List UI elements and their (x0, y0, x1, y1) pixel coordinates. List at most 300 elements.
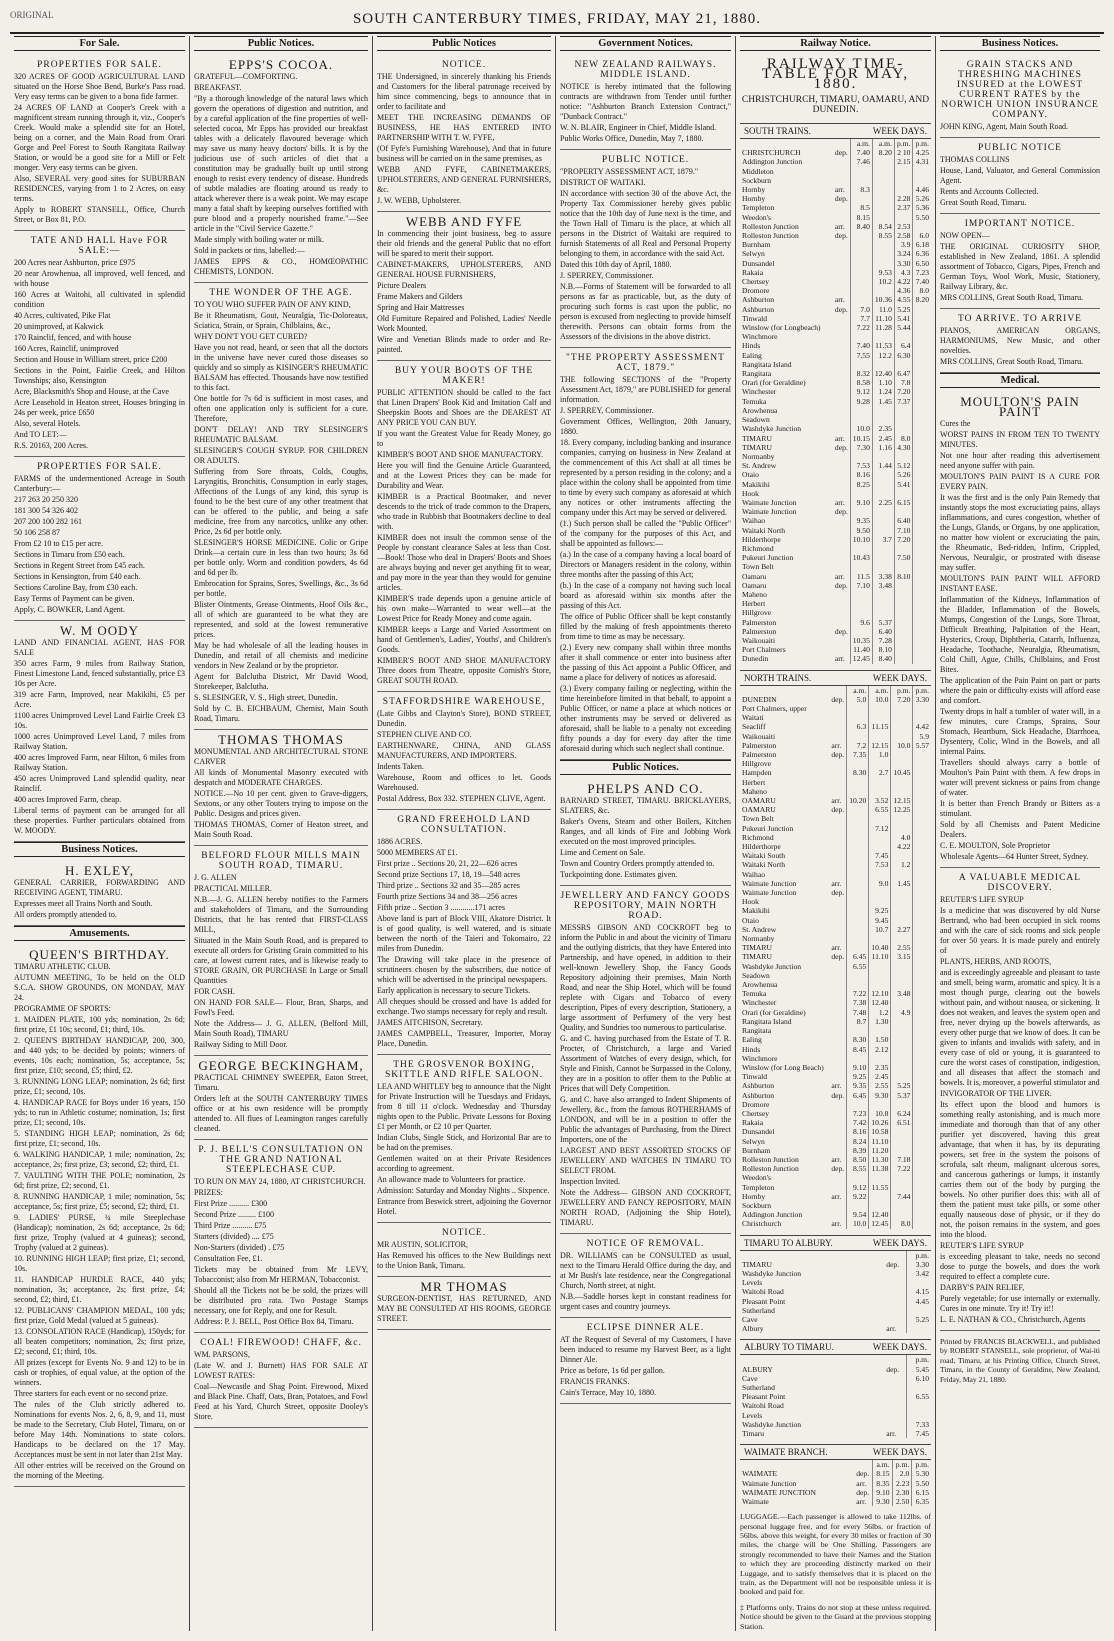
ad-title: JEWELLERY AND FANCY GOODS REPOSITORY, MAIN NORTH ROAD. (560, 891, 731, 921)
train-time (894, 167, 913, 176)
ad-line: 5. STANDING HIGH LEAP; nomination, 2s 6d; first prize, £1; second, 10s. (14, 1129, 185, 1148)
ad-line: 8. RUNNING HANDICAP, 1 mile; nomination, 5s; acceptance, 5s; first prize, £5; second, £2; third, £1. (14, 1192, 185, 1211)
ad-title: PROPERTIES FOR SALE. (37, 60, 162, 70)
ad-body (560, 796, 731, 880)
train-time: p.m. (907, 1355, 931, 1364)
train-time (913, 424, 931, 433)
timetable-subtitle: CHRISTCHURCH, TIMARU, OAMARU, AND DUNEDIN. (741, 95, 930, 115)
train-time (891, 1063, 913, 1072)
ad-title: W. M OODY (60, 623, 139, 638)
station-name: Rangitata (742, 1026, 772, 1036)
train-time: a.m. (850, 139, 872, 148)
section-heading: Public Notices (377, 36, 551, 51)
station-name: Timaru (742, 1429, 765, 1439)
timetable-row (740, 176, 931, 185)
arr-dep: arr. (834, 654, 845, 664)
ad-line: J. SPERREY, Commissioner. (560, 271, 654, 280)
train-time (913, 851, 931, 860)
arr-dep (829, 1173, 846, 1182)
train-time (913, 544, 931, 553)
train-time (869, 888, 891, 897)
ad-line: Section and House in William street, price £200 (14, 355, 168, 364)
ad-line: THOMAS THOMAS, Corner of Heaton street, and Main South Road. (194, 820, 368, 839)
train-time (869, 897, 891, 906)
train-time: p.m. (892, 1460, 912, 1469)
train-time: 7.42 (847, 1118, 869, 1127)
train-time: 7.44 (891, 1192, 913, 1201)
train-time (869, 732, 891, 741)
timetable-row (740, 686, 931, 695)
ad-line: NOW OPEN— (940, 231, 990, 240)
arr-dep (829, 906, 846, 915)
ad-body (377, 837, 551, 1049)
ad-line: Postal Address, Box 332. STEPHEN CLIVE, Agent. (377, 794, 546, 803)
train-time: 9.50 (850, 526, 872, 535)
train-time (913, 1219, 931, 1228)
arr-dep (829, 1201, 846, 1210)
page-columns (10, 36, 1104, 1631)
arr-dep (884, 1269, 907, 1278)
timetable-row (740, 787, 931, 796)
train-time: 9.45 (869, 916, 891, 925)
arr-dep: dep. (834, 231, 848, 241)
train-time: 12.45 (850, 654, 872, 663)
train-time: 11.30 (869, 1155, 891, 1164)
timetable-row (740, 1306, 931, 1315)
train-time: 8.16 (850, 470, 872, 479)
train-time (872, 194, 894, 203)
train-time: 5.50 (913, 213, 931, 222)
arr-dep: dep. (831, 952, 845, 962)
train-time (913, 1063, 931, 1072)
station-name: Otaio (742, 470, 759, 480)
timetable-row (740, 1297, 931, 1306)
train-time: 4.15 (907, 1287, 931, 1296)
train-time (891, 1035, 913, 1044)
station-name: Middleton (742, 166, 774, 176)
ad-line: C. E. MOULTON, Sole Proprietor (940, 841, 1050, 850)
train-time (913, 759, 931, 768)
station-name: Waitohi Road (742, 1401, 784, 1411)
arr-dep (829, 925, 846, 934)
timetable-row (740, 1100, 931, 1109)
station-name: Ashburton (742, 1081, 775, 1091)
arr-dep (829, 1100, 846, 1109)
train-time (913, 480, 931, 489)
timetable-row (740, 259, 931, 268)
station-name: Waitaki North (742, 860, 786, 870)
timetable-row (740, 1324, 931, 1333)
arr-dep (829, 1118, 846, 1127)
arr-dep (884, 1383, 907, 1392)
ad-line: Apply, C. BOWKER, Land Agent. (14, 605, 126, 614)
arr-dep (829, 934, 846, 943)
train-time (872, 157, 894, 166)
train-time: 7.46 (850, 157, 872, 166)
timetable-row (740, 139, 931, 148)
train-time: 5.12 (894, 461, 913, 470)
ad-line: Public Works Office, Dunedin, May 7, 1880. (560, 134, 704, 143)
station-name (740, 686, 829, 695)
timetable-row (740, 805, 931, 814)
train-time: 6.55 (847, 962, 869, 971)
train-time: 9.35 (847, 1081, 869, 1090)
ad-line: Indents Taken. (377, 762, 424, 771)
train-time: 10.15 (850, 434, 872, 443)
train-time (913, 434, 931, 443)
station-name: Waihao (742, 516, 766, 526)
train-time: 1.0 (869, 750, 891, 759)
ad-line: GENERAL CARRIER, FORWARDING AND RECEIVING AGENT, TIMARU. (14, 878, 185, 897)
ad-title: PROPERTIES FOR SALE. (37, 462, 162, 472)
station-name: Town Belt (742, 814, 774, 824)
arr-dep (833, 406, 850, 415)
train-time: 6.50 (913, 259, 931, 268)
ad-title: PUBLIC NOTICE (978, 143, 1062, 153)
timetable-row (740, 741, 931, 750)
train-time: 7.22 (891, 1164, 913, 1173)
timetable-row (740, 424, 931, 433)
train-time (891, 824, 913, 833)
ad-line: N.B.—Saddle horses kept in constant readiness for urgent cases and country journeys. (560, 1292, 731, 1311)
station-name: Palmerston (742, 626, 777, 636)
station-name: Waimate Junction (742, 1478, 797, 1488)
ad-line: G. and C. having purchased from the Estate of T. R. Procter, of Christchurch, a large and Varied Assortment of Watches of every design, which, for Style and Finish, Cannot be Surpassed in the Colony, they are in a position to offer them to the Public at Prices that will Defy Competition. (560, 1034, 731, 1093)
train-time: 1.45 (891, 879, 913, 888)
train-time (913, 553, 931, 562)
arr-dep: arr. (886, 1324, 897, 1334)
train-time (850, 240, 872, 249)
station-name: Waitohi Road (742, 1287, 784, 1297)
ad-line: 20 unimproved, at Kakwick (14, 322, 104, 331)
ad-line: REUTER'S LIFE SYRUP (940, 895, 1024, 904)
train-time (850, 259, 872, 268)
arr-dep (833, 480, 850, 489)
train-time (869, 934, 891, 943)
train-time (850, 415, 872, 424)
train-time: 6.18 (913, 240, 931, 249)
arr-dep (833, 351, 850, 360)
ad-line: Embrocation for Sprains, Sores, Swellings, &c., 3s 6d per bottle. (194, 579, 368, 598)
arr-dep (833, 387, 850, 396)
ad-line: JAMES EPPS & CO., HOMŒOPATHIC CHEMISTS, LONDON. (194, 257, 368, 276)
train-time: 8.3 (850, 185, 872, 194)
ad-queens-birthday (14, 945, 185, 1487)
ad-line: 2. QUEEN'S BIRTHDAY HANDICAP, 200, 300, and 440 yds; to be decided by points; winners of events, 10s each; nomination, 5s; acceptance, 5s; first prize, £10; second, £5; third, £2. (14, 1036, 185, 1075)
train-time (913, 461, 931, 470)
ad-body (14, 258, 185, 451)
timetable (740, 139, 931, 664)
station-name: Waitaki North (742, 525, 786, 535)
train-time: 7.7 (850, 314, 872, 323)
train-time: 8.55 (847, 1164, 869, 1173)
station-name: Arowhenua (742, 980, 778, 990)
arr-dep (884, 1355, 907, 1364)
timetable (740, 1355, 931, 1438)
station-name: Rangitata Island (742, 359, 792, 369)
arr-dep (833, 369, 850, 378)
train-time (913, 713, 931, 722)
ad-beckingham (194, 1056, 368, 1140)
train-time: 9.35 (850, 516, 872, 525)
train-time: 7.48 (847, 1008, 869, 1017)
train-time: 2.28 (894, 194, 913, 203)
timetable-row (740, 148, 931, 157)
train-time (891, 1026, 913, 1035)
train-time (872, 470, 894, 479)
train-time (907, 1278, 931, 1287)
train-time (847, 971, 869, 980)
train-time (894, 452, 913, 461)
train-time: 9.54 (847, 1210, 869, 1219)
station-name: Rangitata Island (742, 1016, 792, 1026)
train-time (869, 759, 891, 768)
train-time: 10.43 (850, 553, 872, 562)
timetable-row (740, 314, 931, 323)
train-time: 1.50 (869, 1035, 891, 1044)
ad-line: 18. Every company, including banking and insurance companies, carrying on business in New Zealand at the commencement of this Act shall at all times be represented by a person residing in the colony; and a place within the colony shall be appointed from time to time by every such company as aforesaid at which any notices or other instruments affecting the company under this Act may be served or delivered. (560, 438, 731, 517)
train-time (891, 1201, 913, 1210)
ad-line: Note the Address— J. G. ALLEN, (Belford Mill, Main South Road), TIMARU (194, 1019, 368, 1038)
train-time (847, 778, 869, 787)
train-time: 9.30 (873, 1497, 892, 1506)
train-time: 5.41 (894, 480, 913, 489)
ad-line: Easy Terms of Payment can be given. (14, 594, 135, 603)
ad-line: NOTICE is hereby intimated that the following contracts are withdrawn from Tender until further notice: "Ashburton Branch Extension Contract," "Dunback Contract." (560, 82, 731, 121)
train-time (913, 1081, 931, 1090)
station-name: Waikouaiti (742, 731, 776, 741)
station-name: Hornby (742, 194, 766, 204)
ad-for-sale (14, 457, 185, 621)
arr-dep: arr. (886, 1429, 897, 1439)
train-time: 8.40 (850, 222, 872, 231)
train-time (872, 526, 894, 535)
ad-line: STEPHEN CLIVE AND CO. (377, 730, 472, 739)
ad-body (14, 962, 185, 1481)
train-time: p.m. (894, 139, 913, 148)
arr-dep: arr. (831, 878, 842, 888)
ad-line: Entrance from Beswick street, adjoining the Governor Hotel. (377, 1197, 551, 1216)
arr-dep (884, 1306, 907, 1315)
ad-line: GRATEFUL—COMFORTING. (194, 72, 298, 81)
ad-staffordshire (377, 692, 551, 810)
station-name: Winchmore (742, 332, 778, 342)
train-time: 10.7 (869, 925, 891, 934)
train-time: 3.52 (869, 796, 891, 805)
timetable-row (740, 415, 931, 424)
train-time: 2.45 (869, 1072, 891, 1081)
train-time (913, 1146, 931, 1155)
arr-dep (833, 341, 850, 350)
ad-line: 50 106 258 87 (14, 528, 60, 537)
ad-line: REUTER'S LIFE SYRUP (940, 1241, 1024, 1250)
train-time (869, 1173, 891, 1182)
train-time (894, 360, 913, 369)
train-time (847, 732, 869, 741)
arr-dep (833, 590, 850, 599)
train-time: 10.10 (850, 535, 872, 544)
train-time (894, 590, 913, 599)
train-time: 10.45 (891, 768, 913, 777)
arr-dep: arr. (831, 1081, 842, 1091)
ad-line: DARBY'S PAIN RELIEF, (940, 1283, 1025, 1292)
train-time: 10.0 (869, 695, 891, 704)
ad-for-sale (14, 55, 185, 231)
train-time: 2.0 (892, 1469, 912, 1478)
arr-dep: dep. (834, 442, 848, 452)
ad-line: 200 Acres near Ashburton, price £975 (14, 258, 136, 267)
timetable-row (740, 1269, 931, 1278)
station-name: Rangitata (742, 369, 772, 379)
station-name: Normanby (742, 451, 775, 461)
station-name: Pleasant Point (742, 1392, 786, 1402)
train-time (913, 1164, 931, 1173)
column-4 (556, 36, 736, 1631)
station-name: Burnham (742, 240, 771, 250)
masthead (10, 6, 1104, 34)
ad-line: The office of Public Officer shall be kept constantly filled by the making of fresh appointments thereto from time to time as may be necessary. (560, 612, 731, 641)
train-time (913, 787, 931, 796)
ad-line: BARNARD STREET, TIMARU. BRICKLAYERS, SLATERS, &c. (560, 796, 731, 815)
train-time (891, 851, 913, 860)
arr-dep (829, 870, 846, 879)
station-name: Pukeuri Junction (742, 553, 794, 563)
timetable-row (740, 998, 931, 1007)
train-time (913, 998, 931, 1007)
ad-line: Coal—Newcastle and Shag Point. Firewood, Mixed and Black Pine. Chaff, Oats, Bran, Potatoes, and Fowl Feed at his Yard, Church Street, opposite Dooley's Store. (194, 1382, 368, 1421)
timetable-direction: ALBURY TO TIMARU. (744, 1342, 834, 1353)
timetable-row (740, 952, 931, 961)
arr-dep (833, 608, 850, 617)
train-time: 8.54 (872, 222, 894, 231)
train-time (913, 962, 931, 971)
train-time (913, 934, 931, 943)
train-time: 12.2 (872, 351, 894, 360)
train-time (913, 572, 931, 581)
ad-exley (14, 861, 185, 926)
train-time: 3.15 (891, 952, 913, 961)
arr-dep (829, 860, 846, 869)
train-time (913, 925, 931, 934)
ad-line: TO RUN ON MAY 24, 1880, AT CHRISTCHURCH. (194, 1177, 366, 1186)
train-time: 6.10 (907, 1374, 931, 1383)
station-name: Palmerston (742, 740, 777, 750)
train-time (913, 1100, 931, 1109)
train-time (847, 805, 869, 814)
station-name: Makikihi (742, 906, 770, 916)
train-time (850, 360, 872, 369)
timetable-row (740, 185, 931, 194)
arr-dep (829, 962, 846, 971)
station-name: Addington Junction (742, 1210, 803, 1220)
timetable-row (740, 406, 931, 415)
ad-line: Consultation Fee, £1. (194, 1254, 263, 1263)
train-time: 4.30 (894, 443, 913, 452)
ad-line: 350 acres Farm, 9 miles from Railway Station, Finest Limestone Land, fenced substantially, price £3 10s per Acre. (14, 659, 185, 688)
train-time: 6.51 (891, 1118, 913, 1127)
ad-title: BUY YOUR BOOTS OF THE MAKER! (394, 366, 534, 386)
train-time (872, 203, 894, 212)
ad-line: Acre Leasehold in Heaton street, Houses bringing in 24s per week, price £650 (14, 398, 185, 417)
train-time (891, 787, 913, 796)
arr-dep (829, 1026, 846, 1035)
waimate-branch-table (740, 1444, 931, 1506)
ad-line: EARTHENWARE, CHINA, AND GLASS MANUFACTURERS, AND IMPORTERS. (377, 741, 551, 760)
arr-dep: arr. (831, 1219, 842, 1229)
train-time: 2.55 (869, 1081, 891, 1090)
train-time (907, 1401, 931, 1410)
ad-line: 1. MAIDEN PLATE, 100 yds; nomination, 2s 6d; first prize, £1 10s; second, £1; third, 10s. (14, 1015, 185, 1034)
ad-line: LEA AND WHITLEY beg to announce that the Night for Private Instruction will be Tuesdays and Fridays, from 8 till 11 o'clock. Wednesday and Thursday nights open to the Public. Private Lessons for Boxing £1 per Month, or £2 10 per Quarter. (377, 1082, 551, 1131)
ad-line: Sections in Timaru from £50 each. (14, 550, 125, 559)
train-time (891, 1054, 913, 1063)
train-time (913, 378, 931, 387)
ad-line: JAMES AITCHISON, Secretary. (377, 1018, 483, 1027)
ad-line: One bottle for 7s 6d is sufficient in most cases, and often one application only is sufficient for a cure. Therefore, (194, 394, 368, 423)
station-name: Port Chalmers (742, 645, 786, 655)
train-time (913, 406, 931, 415)
ad-body (560, 1335, 731, 1398)
arr-dep (833, 424, 850, 433)
train-time: 8.24 (847, 1137, 869, 1146)
train-time (869, 1026, 891, 1035)
ad-line: 207 200 100 282 161 (14, 517, 82, 526)
train-time (872, 240, 894, 249)
train-time (913, 470, 931, 479)
ad-line: Gentlemen waited on at their Private Residences according to agreement. (377, 1154, 551, 1173)
train-time: 2.55 (891, 943, 913, 952)
train-time: 9.12 (850, 387, 872, 396)
ad-line: 5000 MEMBERS AT £1. (377, 848, 458, 857)
train-time (894, 185, 913, 194)
train-time: 9.25 (847, 1072, 869, 1081)
ad-line: 12. PUBLICANS' CHAMPION MEDAL, 100 yds; first prize, Gold Medal (valued at 5 guineas). (14, 1306, 185, 1325)
train-time: 7.20 (894, 387, 913, 396)
station-name: Maheno (742, 589, 767, 599)
timetable-row (740, 240, 931, 249)
train-time: 3.7 (872, 535, 894, 544)
timetable-row (740, 516, 931, 525)
train-time: 5.0 (847, 695, 869, 704)
ad-line: KIMBER'S BOOT AND SHOE MANUFACTORY Three doors from Theatre, opposite Cornish's Store, GREAT SOUTH ROAD. (377, 656, 551, 685)
train-time (847, 704, 869, 713)
ad-line: Tuckpointing done. Estimates given. (560, 870, 678, 879)
timetable-row (740, 750, 931, 759)
ad-body (194, 1177, 368, 1327)
arr-dep (829, 916, 846, 925)
ad-line: (Late Gibbs and Clayton's Store), BOND STREET, Dunedin. (377, 709, 551, 728)
ad-line: Great South Road, Timaru. (940, 198, 1027, 207)
arr-dep (833, 249, 850, 258)
train-time (850, 167, 872, 176)
train-time: 7.53 (850, 461, 872, 470)
ad-epps-cocoa (194, 55, 368, 283)
station-name: Hook (742, 488, 759, 498)
train-time (913, 870, 931, 879)
ad-line: 160 Acres at Waitohi, all cultivated in splendid condition (14, 290, 185, 309)
station-name: Hilderthorpe (742, 534, 781, 544)
train-time: 2 10 (894, 148, 913, 157)
train-time (872, 544, 894, 553)
timetable-row (740, 833, 931, 842)
train-time (872, 599, 894, 608)
train-time (913, 1173, 931, 1182)
train-time: 9.12 (847, 1183, 869, 1192)
train-time: 11.10 (872, 314, 894, 323)
ad-line: AT the Request of Several of my Customers, I have been induced to resume my Harvest Beer, as a light Dinner Ale. (560, 1335, 731, 1364)
stamp-text: ORIGINAL (10, 10, 54, 20)
ad-line: Here you will find the Genuine Article Guaranteed, and at the Lowest Prices they can be made for Durability and Wear. (377, 461, 551, 490)
